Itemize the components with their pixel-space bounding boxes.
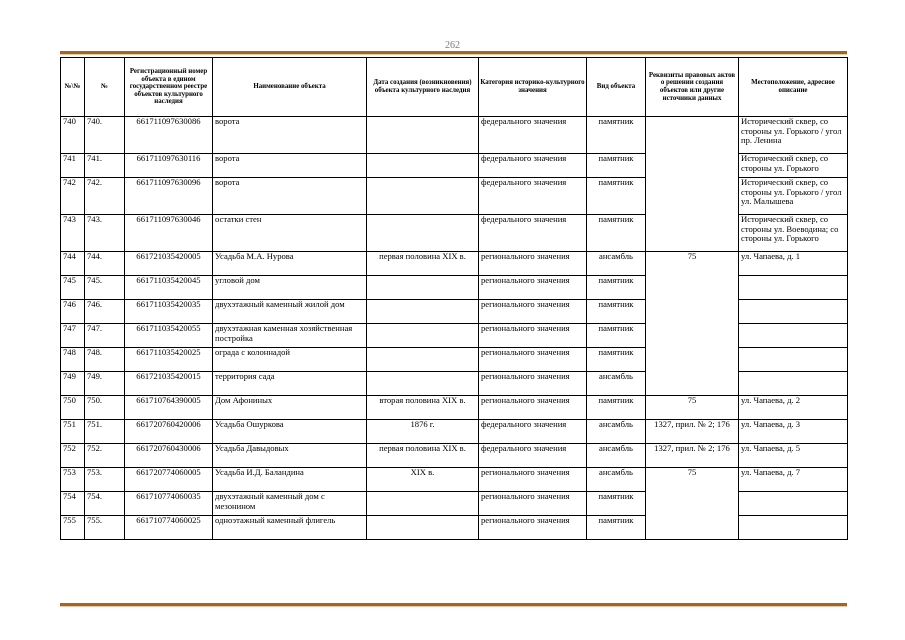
row-number-cell: 742. [85,178,125,215]
reg-number-cell: 661711035420025 [125,348,213,372]
category-cell: регионального значения [479,348,587,372]
header-name: Наименование объекта [213,58,367,117]
row-index-cell: 743 [61,215,85,252]
kind-cell: памятник [587,117,646,154]
location-cell: Исторический сквер, со стороны ул. Горького [739,154,848,178]
object-name-cell: Усадьба Ошуркова [213,420,367,444]
row-number-cell: 750. [85,396,125,420]
row-index-cell: 744 [61,252,85,276]
row-number-cell: 751. [85,420,125,444]
row-number-cell: 743. [85,215,125,252]
category-cell: федерального значения [479,117,587,154]
acts-cell [646,117,739,252]
page-number: 262 [445,40,460,51]
row-index-cell: 751 [61,420,85,444]
date-cell: 1876 г. [367,420,479,444]
category-cell: федерального значения [479,215,587,252]
reg-number-cell: 661711035420055 [125,324,213,348]
row-index-cell: 742 [61,178,85,215]
kind-cell: памятник [587,154,646,178]
row-number-cell: 748. [85,348,125,372]
kind-cell: ансамбль [587,252,646,276]
table-row [61,444,848,468]
reg-number-cell: 661711035420045 [125,276,213,300]
date-cell [367,300,479,324]
category-cell: регионального значения [479,324,587,348]
object-name-cell: двухэтажный каменный дом с мезонином [213,492,367,516]
category-cell: регионального значения [479,276,587,300]
reg-number-cell: 661721035420005 [125,252,213,276]
row-index-cell: 749 [61,372,85,396]
kind-cell: памятник [587,215,646,252]
location-cell: ул. Чапаева, д. 5 [739,444,848,468]
kind-cell: ансамбль [587,420,646,444]
date-cell [367,276,479,300]
object-name-cell: ограда с колоннадой [213,348,367,372]
kind-cell: памятник [587,492,646,516]
reg-number-cell: 661711097630086 [125,117,213,154]
table-row [61,420,848,444]
location-cell: ул. Чапаева, д. 2 [739,396,848,420]
row-index-cell: 740 [61,117,85,154]
header-date: Дата создания (возникновения) объекта культурного наследия [367,58,479,117]
reg-number-cell: 661710764390005 [125,396,213,420]
acts-cell: 75 [646,396,739,420]
object-name-cell: ворота [213,117,367,154]
row-number-cell: 745. [85,276,125,300]
category-cell: федерального значения [479,178,587,215]
location-cell [739,300,848,324]
location-cell [739,492,848,516]
location-cell [739,372,848,396]
object-name-cell: ворота [213,178,367,215]
location-cell [739,324,848,348]
object-name-cell: остатки стен [213,215,367,252]
row-index-cell: 745 [61,276,85,300]
kind-cell: ансамбль [587,372,646,396]
kind-cell: памятник [587,300,646,324]
category-cell: регионального значения [479,300,587,324]
date-cell: вторая половина XIX в. [367,396,479,420]
date-cell: XIX в. [367,468,479,492]
object-name-cell: двухэтажный каменный жилой дом [213,300,367,324]
header-location: Местоположение, адресное описание [739,58,848,117]
table-row [61,117,848,154]
header-number: № [85,58,125,117]
object-name-cell: ворота [213,154,367,178]
row-index-cell: 747 [61,324,85,348]
date-cell: первая половина XIX в. [367,444,479,468]
row-number-cell: 744. [85,252,125,276]
location-cell [739,348,848,372]
row-index-cell: 748 [61,348,85,372]
category-cell: регионального значения [479,372,587,396]
acts-cell: 75 [646,252,739,396]
row-number-cell: 740. [85,117,125,154]
date-cell [367,154,479,178]
header-rule [60,51,847,55]
row-number-cell: 741. [85,154,125,178]
row-number-cell: 753. [85,468,125,492]
category-cell: регионального значения [479,468,587,492]
acts-cell: 1327, прил. № 2; 176 [646,444,739,468]
category-cell: регионального значения [479,492,587,516]
reg-number-cell: 661710774060025 [125,516,213,540]
object-name-cell: угловой дом [213,276,367,300]
category-cell: федерального значения [479,420,587,444]
date-cell [367,324,479,348]
header-row [61,58,848,117]
date-cell [367,348,479,372]
category-cell: регионального значения [479,516,587,540]
row-number-cell: 755. [85,516,125,540]
kind-cell: памятник [587,516,646,540]
location-cell: ул. Чапаева, д. 7 [739,468,848,492]
row-index-cell: 741 [61,154,85,178]
kind-cell: памятник [587,276,646,300]
object-name-cell: Усадьба М.А. Нурова [213,252,367,276]
reg-number-cell: 661711097630096 [125,178,213,215]
reg-number-cell: 661711097630116 [125,154,213,178]
row-index-cell: 752 [61,444,85,468]
reg-number-cell: 661711035420035 [125,300,213,324]
category-cell: регионального значения [479,252,587,276]
header-row-index: №\№ [61,58,85,117]
heritage-registry-table [60,57,848,540]
header-reg-number: Регистрационный номер объекта в едином государственном реестре объектов культурного наследия [125,58,213,117]
date-cell [367,178,479,215]
kind-cell: памятник [587,396,646,420]
footer-rule [60,603,847,607]
reg-number-cell: 661721035420015 [125,372,213,396]
object-name-cell: Усадьба Давыдовых [213,444,367,468]
table-row [61,252,848,276]
row-number-cell: 746. [85,300,125,324]
object-name-cell: одноэтажный каменный флигель [213,516,367,540]
date-cell [367,215,479,252]
table-row [61,468,848,492]
reg-number-cell: 661711097630046 [125,215,213,252]
row-number-cell: 754. [85,492,125,516]
category-cell: федерального значения [479,154,587,178]
location-cell: Исторический сквер, со стороны ул. Воеводина; со стороны ул. Горького [739,215,848,252]
reg-number-cell: 661720760430006 [125,444,213,468]
header-category: Категория историко-культурного значения [479,58,587,117]
location-cell: ул. Чапаева, д. 3 [739,420,848,444]
object-name-cell: двухэтажная каменная хозяйственная постройка [213,324,367,348]
date-cell [367,516,479,540]
header-kind: Вид объекта [587,58,646,117]
row-index-cell: 750 [61,396,85,420]
row-index-cell: 753 [61,468,85,492]
date-cell: первая половина XIX в. [367,252,479,276]
object-name-cell: территория сада [213,372,367,396]
reg-number-cell: 661720760420006 [125,420,213,444]
date-cell [367,117,479,154]
row-number-cell: 749. [85,372,125,396]
table-row [61,396,848,420]
location-cell: Исторический сквер, со стороны ул. Горького / угол ул. Малышева [739,178,848,215]
kind-cell: памятник [587,348,646,372]
category-cell: федерального значения [479,444,587,468]
kind-cell: памятник [587,178,646,215]
kind-cell: ансамбль [587,468,646,492]
date-cell [367,492,479,516]
location-cell [739,276,848,300]
date-cell [367,372,479,396]
acts-cell: 75 [646,468,739,540]
location-cell: Исторический сквер, со стороны ул. Горького / угол пр. Ленина [739,117,848,154]
location-cell: ул. Чапаева, д. 1 [739,252,848,276]
row-index-cell: 754 [61,492,85,516]
row-number-cell: 747. [85,324,125,348]
object-name-cell: Усадьба И.Д. Баландина [213,468,367,492]
acts-cell: 1327, прил. № 2; 176 [646,420,739,444]
row-index-cell: 746 [61,300,85,324]
row-index-cell: 755 [61,516,85,540]
row-number-cell: 752. [85,444,125,468]
kind-cell: ансамбль [587,444,646,468]
reg-number-cell: 661710774060035 [125,492,213,516]
reg-number-cell: 661720774060005 [125,468,213,492]
header-acts: Реквизиты правовых актов о решении создания объектов или другие источники данных [646,58,739,117]
category-cell: регионального значения [479,396,587,420]
object-name-cell: Дом Афониных [213,396,367,420]
location-cell [739,516,848,540]
kind-cell: памятник [587,324,646,348]
